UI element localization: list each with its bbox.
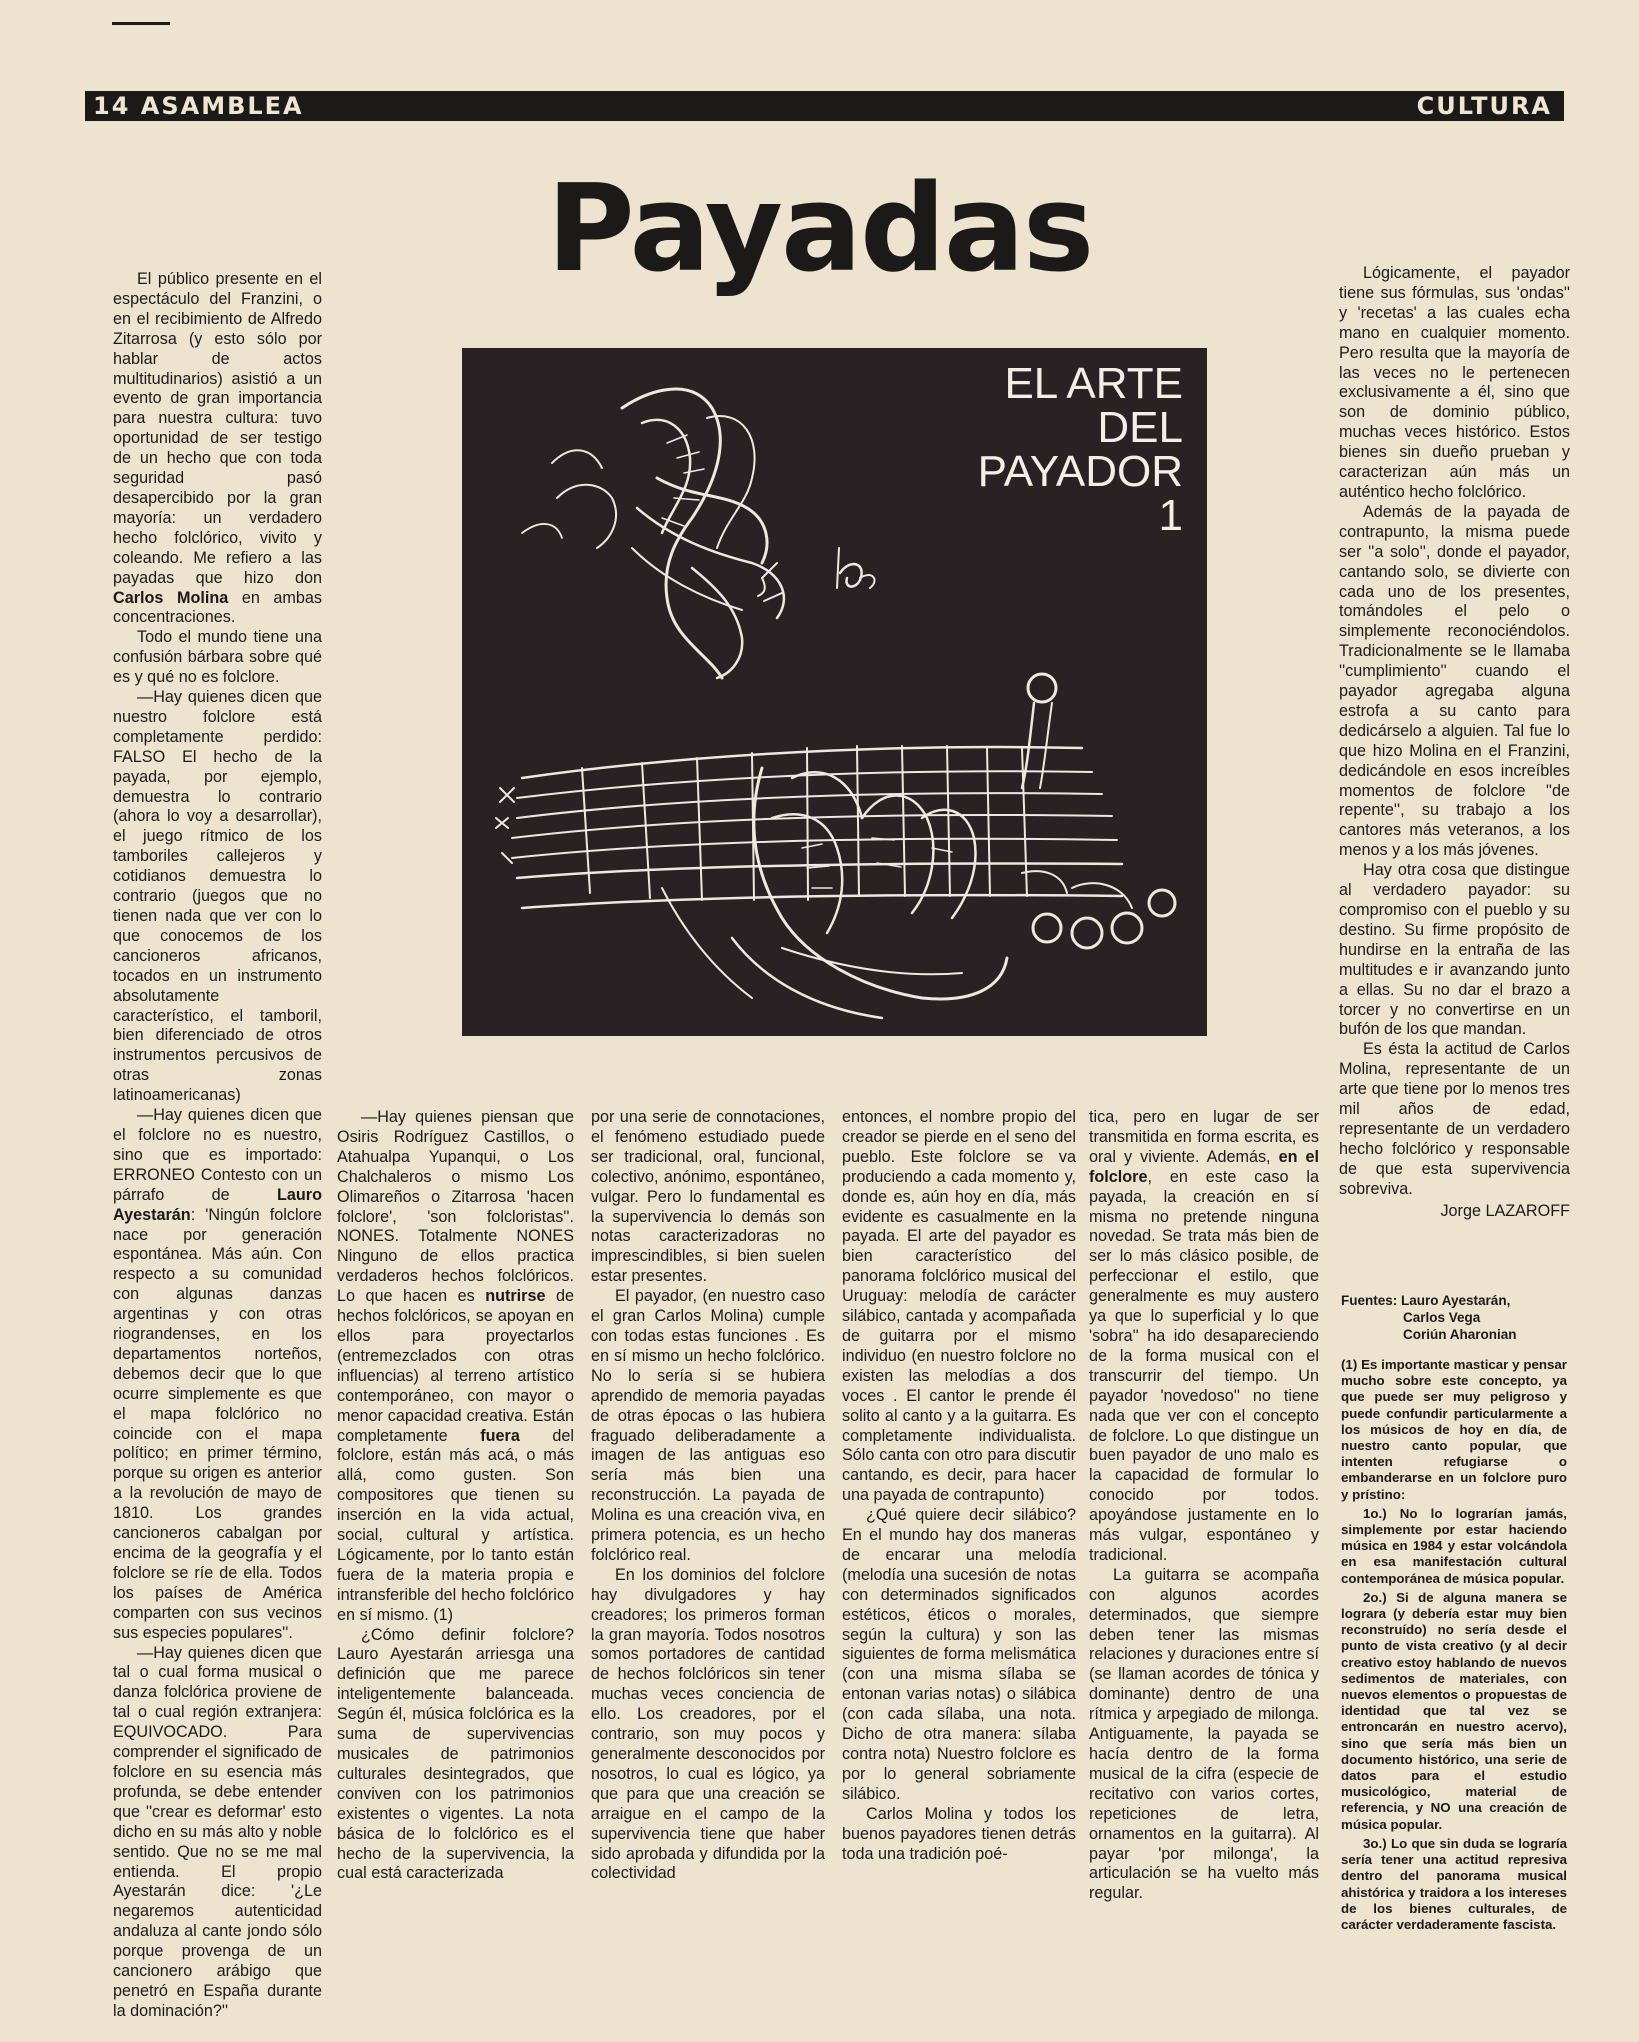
paragraph xyxy=(113,270,322,628)
text-run: de hechos folclóricos, se apoyan en ellos para proyectarlos (entremezclados con otras influencias) al terreno artístico contemporáneo, con mayor o menor capacidad creativa. Están completamente xyxy=(337,1287,574,1445)
text-run: : 'Ningún folclore nace por generación espontánea. Más aún. Con respecto a su comunidad con algunas danzas argentinas y con otras riograndenses, en los departamentos norteños, debemos decir que lo que ocurre simplemente es que el mapa folclórico no coincide con el mapa político; en primer término, porque su origen es anterior a la revolución de mayo de 1810. Los grandes cancioneros cabalgan por encima de la geografía y el folclore se ríe de ella. Todos los países de América comparten con sus vecinos sus especies populares''. xyxy=(113,1205,322,1642)
text-run: NO xyxy=(1430,1800,1451,1816)
text-run: El público presente en el espectáculo del Franzini, o en el recibimiento de Alfredo Zitarrosa (y esto sólo por hablar de actos multitudinarios) asistió a un evento de gran importancia para nuestra cultura: tuvo oportunidad de ser testigo de un hecho que con toda seguridad pasó desapercibido por la gran mayoría: un verdadero hecho folclórico, vivito y coleando. Me refiero a las payadas que hizo don xyxy=(113,270,322,587)
source-item: Carlos Vega xyxy=(1403,1310,1481,1325)
author-signature: Jorge LAZAROFF xyxy=(1440,1201,1570,1220)
footnotes xyxy=(1341,1357,1567,1936)
paragraph: Hay otra cosa que distingue al verdadero payador: su compromiso con el pueblo y su destino. Su firme propósito de hundirse en la entraña de las multitudes e ir avanzando junto a ellas. Su no dar el brazo a torcer y no convertirse en un bufón de los que mandan. xyxy=(1339,861,1570,1039)
text-run: —Hay quienes piensan que Osiris Rodríguez Castillos, o Atahualpa Yupanqui, o Los Chalchaleros o mismo Los Olimareños o Zitarrosa 'hacen folclore', 'son folcloristas''. NONES. Totalmente NONES Ninguno de ellos practica verdaderos hechos folclóricos. Lo que hacen es xyxy=(337,1108,574,1306)
paragraph: Todo el mundo tiene una confusión bárbara sobre qué es y qué no es folclore. xyxy=(113,628,322,687)
paragraph: La guitarra se acompaña con algunos acordes determinados, que siempre deben tener las mismas relaciones y duraciones entre sí (se llaman acordes de tónica y dominante) dentro de una rítmica y arpegiado de milonga. Antiguamente, la payada se hacía dentro de la forma musical de la cifra (especie de recitativo con varios cortes, repeticiones de letra, ornamentos en la guitarra). Al payar 'por milonga', la articulación se ha vuelto más regular. xyxy=(1089,1565,1319,1903)
cover-title-line-3: PAYADOR xyxy=(977,447,1183,496)
paragraph xyxy=(337,1108,574,1626)
category-label: CULTURA xyxy=(1416,92,1552,120)
paragraph: Es ésta la actitud de Carlos Molina, representante de un arte que tiene por lo menos tres mil años de edad, representante de un verdadero hecho folclórico y responsable de que esta supervivencia sobreviva. xyxy=(1339,1040,1570,1198)
article-column-6 xyxy=(1339,264,1570,1222)
cover-title-line-1: EL ARTE xyxy=(1004,359,1183,408)
footnote xyxy=(1341,1590,1567,1833)
source-item: Coriún Aharonian xyxy=(1403,1327,1517,1342)
text-run: tica, pero en lugar de ser transmitida en forma escrita, es oral y viviente. Además, xyxy=(1089,1108,1319,1166)
text-run: en ambas concentraciones. xyxy=(113,588,322,627)
text-run: del folclore, están más acá, o más allá, como gusten. Son compositores que tienen su inserción en la vida actual, social, cultural y artística. Lógicamente, por lo tanto están fuera de la materia propia e intransferible del hecho folclórico en sí mismo. (1) xyxy=(337,1426,574,1624)
paragraph: por una serie de connotaciones, el fenómeno estudiado puede ser tradicional, oral, funcional, colectivo, anónimo, espontáneo, vulgar. Pero lo fundamental es la supervivencia lo demás son notas caracterizadoras no imprescindibles, si bien suelen estar presentes. xyxy=(591,1108,825,1286)
text-run: 2o.) Si de alguna manera se lograra (y debería estar muy bien reconstruído) no sería desde el punto de vista creativo (y al decir creativo estoy hablando de nuevos sedimentos de materiales, con nuevos elementos o propuestas de identidad que tal vez se entroncarán en nuestro acervo), sino que sería más bien un documento histórico, una serie de datos para el estudio musicológico, material de referencia, y xyxy=(1341,1589,1567,1816)
footnote: 1o.) No lo lograrían jamás, simplemente por estar haciendo música en 1984 y estar volcándola en esa manifestación cultural contemporánea de música popular. xyxy=(1341,1505,1567,1586)
paragraph xyxy=(1089,1108,1319,1566)
paragraph: ¿Qué quiere decir silábico? En el mundo hay dos maneras de encarar una melodía (melodía una sucesión de notas con determinados significados estéticos, éticos o morales, según la cultura) y son las siguientes de forma melismática (con una misma sílaba se entonan varias notas) o silábica (con cada sílaba, una nota. Dicho de otra manera: sílaba contra nota) Nuestro folclore es por lo general sobriamente silábico. xyxy=(842,1506,1076,1803)
paragraph: Además de la payada de contrapunto, la misma puede ser ''a solo'', donde el payador, cantando solo, se divierte con cada uno de los presentes, tomándoles el pelo o simplemente reconociéndolos. Tradicionalmente se le llamaba ''cumplimiento'' cuando el payador agregaba alguna estrofa a su canto para dedicárselo a alguien. Tal fue lo que hizo Molina en el Franzini, dedicándole en esos increíbles momentos de folclore ''de repente'', su trabajo a los cantores más veteranos, a los menos y a los más jóvenes. xyxy=(1339,502,1570,860)
album-cover xyxy=(462,348,1207,1036)
footnote: 3o.) Lo que sin duda se lograría sería tener una actitud represiva dentro del panorama musical ahistórica y traidora a los intereses de los bienes culturales, de carácter verdaderamente fascista. xyxy=(1341,1835,1567,1932)
text-run: una creación de música popular. xyxy=(1341,1800,1567,1832)
paragraph: En los dominios del folclore hay divulgadores y hay creadores; los primeros forman la gran mayoría. Todos nosotros somos portadores de cantidad de hechos folclóricos sin tener muchas veces conciencia de ello. Los creadores, por el contrario, son muy pocos y generalmente desconocidos por nosotros, lo cual es lógico, ya que para que una creación se arraigue en el campo de la supervivencia tiene que haber sido aprobada y difundida por la colectividad xyxy=(591,1565,825,1883)
cover-title xyxy=(977,359,1183,540)
cover-title-line-4: 1 xyxy=(1158,491,1183,540)
bold-phrase: en el folclore xyxy=(1089,1147,1319,1186)
article-column-3 xyxy=(591,1108,825,1884)
text-run: —Hay quienes dicen que el folclore no es nuestro, sino que es importado: ERRONEO Contesto con un párrafo de xyxy=(113,1106,322,1204)
bold-word: nutrirse xyxy=(485,1287,546,1306)
bold-name: Carlos Molina xyxy=(113,588,229,607)
paragraph: Lógicamente, el payador tiene sus fórmulas, sus 'ondas'' y 'recetas' a las cuales echa mano en cualquier momento. Pero resulta que la mayoría de las veces no le pertenecen exclusivamente a él, sino que son de dominio público, muchas veces histórico. Estos bienes sin dueño prueban y caracterizan aún más un auténtico hecho folclórico. xyxy=(1339,264,1570,501)
cover-title-line-2: DEL xyxy=(1097,403,1183,452)
paragraph: ¿Cómo definir folclore? Lauro Ayestarán arriesga una definición que me parece inteligentemente balanceada. Según él, música folclórica es la suma de supervivencias musicales de patrimonios culturales desintegrados, que conviven con los patrimonios existentes o vigentes. La nota básica de lo folclórico es el hecho de la supervivencia, la cual está caracterizada xyxy=(337,1625,574,1883)
page-header-bar xyxy=(85,91,1564,121)
sources-list xyxy=(1341,1292,1567,1343)
sources-label: Fuentes: xyxy=(1341,1293,1398,1308)
bold-word: fuera xyxy=(480,1426,520,1445)
top-rule xyxy=(112,22,170,25)
article-title: Payadas xyxy=(546,160,1093,299)
paragraph: —Hay quienes dicen que tal o cual forma musical o danza folclórica proviene de tal o cual región extranjera: EQUIVOCADO. Para comprender el significado de folclore en su esencia más profunda, se debe entender que ''crear es deformar' esto dicho en su más alto y noble sentido. Que no se me mal entienda. El propio Ayestarán dice: '¿Le negaremos autenticidad andaluza al cante jondo sólo porque provenga de un cancionero arábigo que penetró en España durante la dominación?'' xyxy=(113,1643,322,2020)
paragraph: El payador, (en nuestro caso el gran Carlos Molina) cumple con todas estas funciones . Es en sí mismo un hecho folclórico. No lo sería si se hubiera aprendido de memoria payadas de otras épocas o las hubiera fraguado deliberadamente a imagen de las antiguas eso sería más bien una reconstrucción. La payada de Molina es una creación viva, en primera potencia, es un hecho folclórico real. xyxy=(591,1287,825,1564)
article-column-1 xyxy=(113,270,322,2022)
text-run: , en este caso la payada, la creación en sí misma no pretende ninguna novedad. Se trata más bien de ser lo más clásico posible, de perfeccionar el estilo, que generalmente es muy austero ya que lo superficial y lo que 'sobra'' ha ido desapareciendo de la forma musical con el transcurrir del tiempo. Un payador 'novedoso'' no tiene nada que ver con el concepto de folclore. Lo que distingue un buen payador de uno malo es la capacidad de formular lo conocido por todos. apoyándose justamente en lo más vulgar, espontáneo y tradicional. xyxy=(1089,1167,1319,1564)
source-item: Lauro Ayestarán, xyxy=(1401,1293,1511,1308)
bold-name: Lauro Ayestarán xyxy=(113,1185,322,1224)
paragraph: entonces, el nombre propio del creador se pierde en el seno del pueblo. Este folclore se va produciendo a cada momento y, donde es, aún hoy en día, más evidente es casualmente en la payada. El arte del payador es bien característico del panorama folclórico musical del Uruguay: melodía de carácter silábico, cantada y acompañada de guitarra por el mismo individuo (en nuestro folclore no existen las melodías a dos voces . El cantor le prende él solito al canto y a la guitarra. Es completamente individualista. Sólo canta con otro para discutir cantando, es decir, para hacer una payada de contrapunto) xyxy=(842,1108,1076,1505)
article-column-5 xyxy=(1089,1108,1319,1904)
paragraph: —Hay quienes dicen que nuestro folclore está completamente perdido: FALSO El hecho de la payada, por ejemplo, demuestra lo contrario (ahora lo voy a desarrollar), el juego rítmico de los tamboriles callejeros y cotidianos demuestra lo contrario (juegos que no tienen nada que ver con lo que conocemos de los cancioneros africanos, tocados en un instrumento absolutamente característico, el tamboril, bien diferenciado de otros instrumentos percusivos de otras zonas latinoamericanas) xyxy=(113,688,322,1105)
article-column-2 xyxy=(337,1108,574,1884)
paragraph xyxy=(113,1106,322,1643)
footnote: (1) Es importante masticar y pensar mucho sobre este concepto, ya que puede ser muy peligroso y puede confundir particularmente a los músicos de hoy en día, de nuestro canto popular, que intenten refugiarse o embanderarse en un folclore puro y prístino: xyxy=(1341,1357,1567,1502)
article-column-4 xyxy=(842,1108,1076,1864)
page-section-label: 14 ASAMBLEA xyxy=(93,92,304,120)
paragraph: Carlos Molina y todos los buenos payadores tienen detrás toda una tradición poé- xyxy=(842,1804,1076,1863)
